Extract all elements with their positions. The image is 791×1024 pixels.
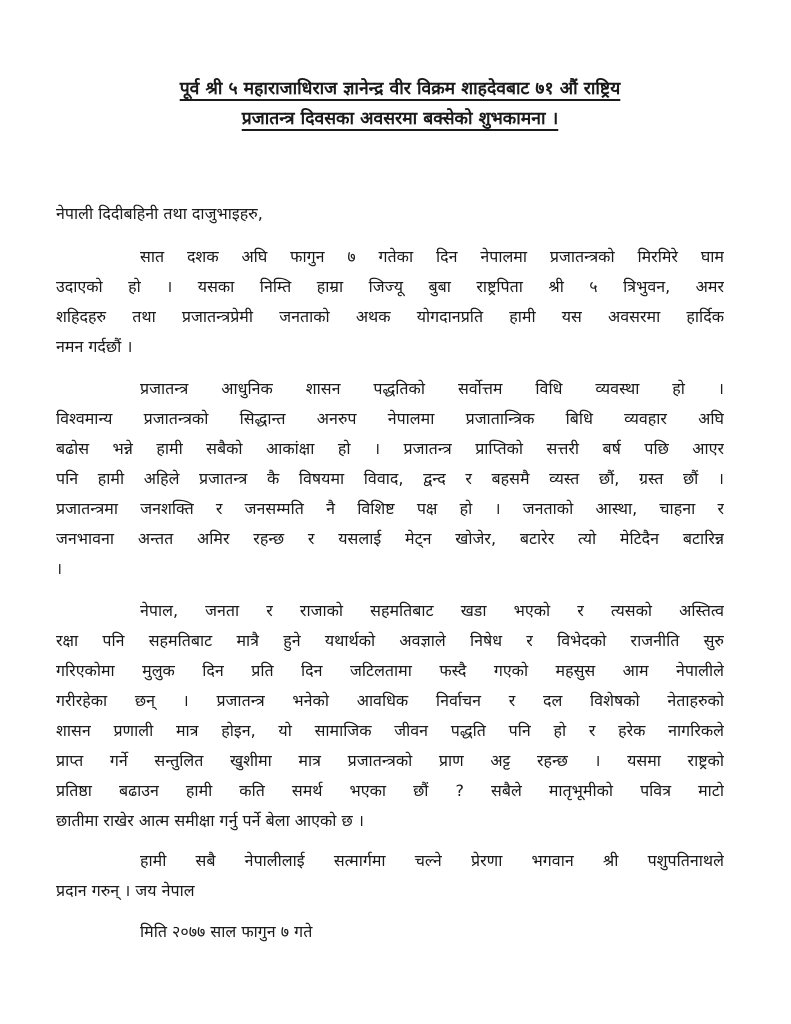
paragraph-line: बढोस भन्ने हामी सबैको आकांक्षा हो । प्रजातन्त्र प्राप्तिको सत्तरी बर्ष पछि आएर [56, 439, 724, 458]
paragraph-2 [56, 374, 724, 584]
paragraph-line: प्रतिष्ठा बढाउन हामी कति समर्थ भएका छौं ? सबैले मातृभूमीको पवित्र माटो [56, 781, 724, 800]
paragraph-line: शहिदहरु तथा प्रजातन्त्रप्रेमी जनताको अथक योगदानप्रति हामी यस अवसरमा हार्दिक [56, 307, 724, 326]
paragraph-line: प्राप्त गर्ने सन्तुलित खुशीमा मात्र प्रजातन्त्रको प्राण अट्ट रहन्छ । यसमा राष्ट्रको [56, 751, 724, 770]
paragraph-line: नेपाल, जनता र राजाको सहमतिबाट खडा भएको र त्यसको अस्तित्व [140, 601, 724, 620]
paragraph-line: नमन गर्दछौं । [56, 337, 133, 356]
paragraph-4 [56, 846, 724, 906]
paragraph-line: शासन प्रणाली मात्र होइन, यो सामाजिक जीवन पद्धति पनि हो र हरेक नागरिकले [56, 721, 724, 740]
paragraph-1 [56, 242, 724, 362]
paragraph-line: छातीमा राखेर आत्म समीक्षा गर्नु पर्ने बेला आएको छ । [56, 811, 364, 830]
salutation: नेपाली दिदीबहिनी तथा दाजुभाइहरु, [56, 204, 263, 223]
paragraph-line: विश्वमान्य प्रजातन्त्रको सिद्धान्त अनरुप नेपालमा प्रजातान्त्रिक बिधि व्यवहार अघि [56, 409, 724, 428]
paragraph-line: प्रजातन्त्रमा जनशक्ति र जनसम्मति नै विशिष्ट पक्ष हो । जनताको आस्था, चाहना र [56, 499, 724, 518]
title-line-1: पूर्व श्री ५ महाराजाधिराज ज्ञानेन्द्र वीर विक्रम शाहदेवबाट ७१ औं राष्ट्रिय [179, 79, 621, 99]
paragraph-line: प्रदान गरुन् । जय नेपाल [56, 881, 195, 900]
document-title [50, 74, 750, 134]
paragraph-line: सात दशक अघि फागुन ७ गतेका दिन नेपालमा प्रजातन्त्रको मिरमिरे घाम [140, 247, 724, 266]
paragraph-line: जनभावना अन्तत अमिर रहन्छ र यसलाई मेट्न खोजेर, बटारेर त्यो मेटिदैन बटारिन्न [56, 529, 724, 548]
paragraph-3 [56, 596, 724, 836]
paragraph-line: पनि हामी अहिले प्रजातन्त्र कै विषयमा विवाद, द्वन्द र बहसमै व्यस्त छौं, ग्रस्त छौं । [56, 469, 724, 488]
paragraph-line: उदाएको हो । यसका निम्ति हाम्रा जिज्यू बुबा राष्ट्रपिता श्री ५ त्रिभुवन, अमर [56, 277, 724, 296]
paragraph-line: हामी सबै नेपालीलाई सत्मार्गमा चल्ने प्रेरणा भगवान श्री पशुपतिनाथले [140, 851, 724, 870]
date-line: मिति २०७७ साल फागुन ७ गते [140, 922, 313, 941]
paragraph-line: रक्षा पनि सहमतिबाट मात्रै हुने यथार्थको अवज्ञाले निषेध र विभेदको राजनीति सुरु [56, 631, 724, 650]
paragraph-line: प्रजातन्त्र आधुनिक शासन पद्धतिको सर्वोत्तम विधि व्यवस्था हो । [140, 379, 724, 398]
title-line-2: प्रजातन्त्र दिवसका अवसरमा बक्सेको शुभकामना । [241, 109, 559, 129]
paragraph-line: गरीरहेका छन् । प्रजातन्त्र भनेको आवधिक निर्वाचन र दल विशेषको नेताहरुको [56, 691, 724, 710]
paragraph-line: । [56, 559, 63, 578]
paragraph-line: गरिएकोमा मुलुक दिन प्रति दिन जटिलतामा फस्दै गएको महसुस आम नेपालीले [56, 661, 724, 680]
